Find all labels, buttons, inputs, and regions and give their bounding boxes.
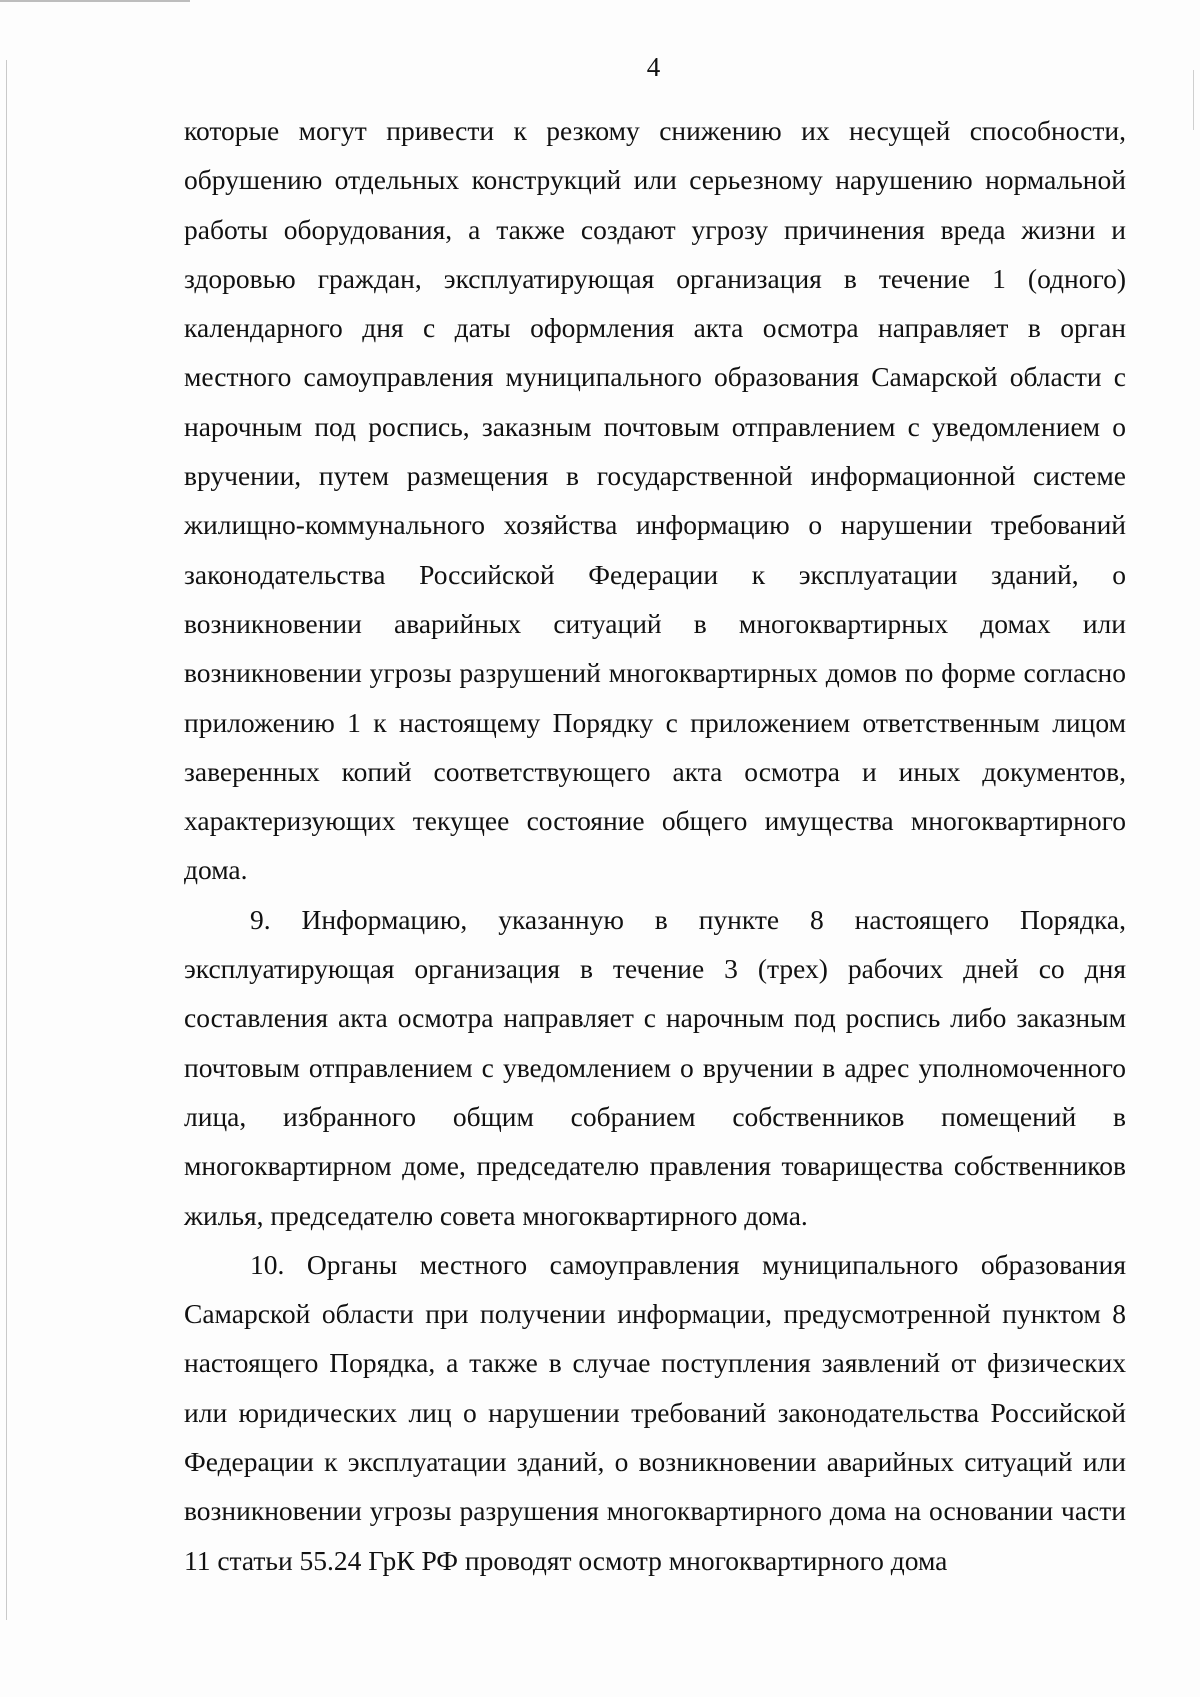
document-body: [184, 106, 1126, 1585]
paragraph-item-10: 10. Органы местного самоуправления муниципального образования Самарской области при получении информации, предусмотренной пунктом 8 настоящего Порядка, а также в случае поступления заявлений от физических или юридических лиц о нарушении требований законодательства Российской Федерации к эксплуатации зданий, о возникновении аварийных ситуаций или возникновении угрозы разрушения многоквартирного дома на основании части 11 статьи 55.24 ГрК РФ проводят осмотр многоквартирного дома: [184, 1248, 1126, 1576]
page-number: 4: [646, 52, 661, 82]
paragraph-continuation: которые могут привести к резкому снижению их несущей способности, обрушению отдельных конструкций или серьезному нарушению нормальной работы оборудования, а также создают угрозу причинения вреда жизни и здоровью граждан, эксплуатирующая организация в течение 1 (одного) календарного дня с даты оформления акта осмотра направляет в орган местного самоуправления муниципального образования Самарской области с нарочным под роспись, заказным почтовым отправлением с уведомлением о вручении, путем размещения в государственной информационной системе жилищно-коммунального хозяйства информацию о нарушении требований законодательства Российской Федерации к эксплуатации зданий, о возникновении аварийных ситуаций в многоквартирных домах или возникновении угрозы разрушений многоквартирных домов по форме согласно приложению 1 к настоящему Порядку с приложением ответственным лицом заверенных копий соответствующего акта осмотра и иных документов, характеризующих текущее состояние общего имущества многоквартирного дома.: [184, 115, 1126, 886]
scan-edge-left: [6, 60, 7, 1620]
paragraph-item-9: 9. Информацию, указанную в пункте 8 настоящего Порядка, эксплуатирующая организация в течение 3 (трех) рабочих дней со дня составления акта осмотра направляет с нарочным под роспись либо заказным почтовым отправлением с уведомлением о вручении в адрес уполномоченного лица, избранного общим собранием собственников помещений в многоквартирном доме, председателю правления товарищества собственников жилья, председателю совета многоквартирного дома.: [184, 903, 1126, 1231]
scan-edge-top: [0, 0, 190, 2]
